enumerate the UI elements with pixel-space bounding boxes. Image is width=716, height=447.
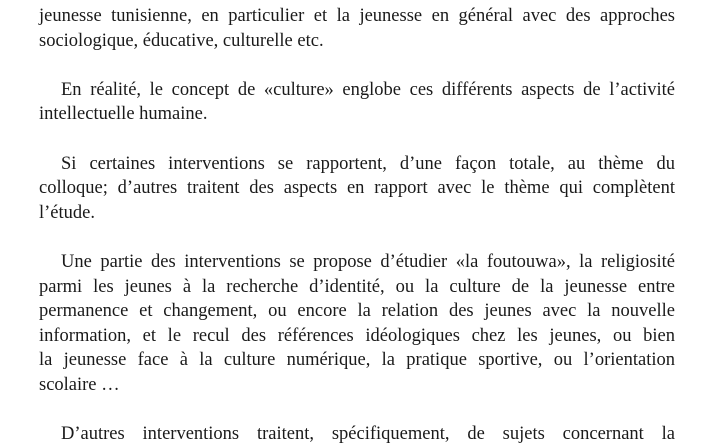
- paragraph: [39, 422, 675, 447]
- text-line: D’autres interventions traitent, spécifiquement, de sujets concernant la: [61, 424, 675, 445]
- text-line: l’étude.: [39, 202, 95, 223]
- paragraph-spacer: [39, 53, 675, 78]
- paragraph: [39, 78, 675, 127]
- text-line: information, et le recul des références idéologiques chez les jeunes, ou bien: [39, 325, 675, 346]
- paragraph-spacer: [39, 127, 675, 152]
- text-line: colloque; d’autres traitent des aspects en rapport avec le thème qui complètent: [39, 178, 675, 199]
- text-line: permanence et changement, ou encore la relation des jeunes avec la nouvelle: [39, 301, 675, 322]
- paragraph-spacer: [39, 225, 675, 250]
- text-line: jeunesse tunisienne, en particulier et la jeunesse en général avec des approches: [39, 6, 675, 26]
- paragraph-continuation: [39, 4, 675, 53]
- text-line: parmi les jeunes à la recherche d’identité, ou la culture de la jeunesse entre: [39, 276, 675, 297]
- text-line: Si certaines interventions se rapportent, d’une façon totale, au thème du: [61, 153, 675, 174]
- paragraph-spacer: [39, 398, 675, 423]
- text-line: scolaire …: [39, 374, 120, 395]
- text-line: intellectuelle humaine.: [39, 104, 208, 125]
- text-line: la jeunesse face à la culture numérique, la pratique sportive, ou l’orientation: [39, 350, 675, 371]
- text-line: En réalité, le concept de «culture» englobe ces différents aspects de l’activité: [61, 79, 675, 100]
- paragraph: [39, 250, 675, 398]
- paragraph: [39, 152, 675, 226]
- document-page: [39, 0, 675, 447]
- text-line: sociologique, éducative, culturelle etc.: [39, 30, 324, 51]
- text-line: Une partie des interventions se propose d’étudier «la foutouwa», la religiosité: [61, 251, 675, 272]
